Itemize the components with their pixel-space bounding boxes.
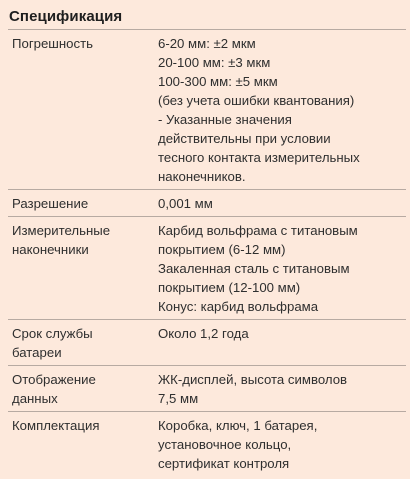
- label-line: батареи: [12, 345, 62, 360]
- value-line: установочное кольцо,: [158, 437, 292, 452]
- value-line: Карбид вольфрама с титановым: [158, 223, 358, 238]
- label-line: Измерительные: [12, 223, 111, 238]
- value-line: наконечников.: [158, 169, 246, 184]
- value-line: сертификат контроля: [158, 456, 290, 471]
- value-line: Закаленная сталь с титановым: [158, 261, 350, 276]
- table-row: [8, 30, 406, 190]
- row-label: [8, 30, 150, 189]
- label-line: Разрешение: [12, 196, 89, 211]
- label-line: Отображение: [12, 372, 96, 387]
- label-line: Комплектация: [12, 418, 100, 433]
- row-value: [150, 320, 406, 365]
- table-row: [8, 217, 406, 320]
- value-line: ЖК-дисплей, высота символов: [158, 372, 348, 387]
- label-line: наконечники: [12, 242, 89, 257]
- value-line: - Указанные значения: [158, 112, 292, 127]
- value-line: покрытием (6-12 мм): [158, 242, 286, 257]
- table-row: [8, 320, 406, 366]
- label-line: данных: [12, 391, 58, 406]
- row-value: [150, 217, 406, 319]
- row-value: [150, 30, 406, 189]
- value-line: Коробка, ключ, 1 батарея,: [158, 418, 318, 433]
- page-title: Спецификация: [9, 8, 123, 25]
- value-line: 100-300 мм: ±5 мкм: [158, 74, 278, 89]
- value-line: тесного контакта измерительных: [158, 150, 360, 165]
- value-line: 0,001 мм: [158, 196, 213, 211]
- table-row: [8, 412, 406, 476]
- value-line: Конус: карбид вольфрама: [158, 299, 319, 314]
- row-label: [8, 366, 150, 411]
- label-line: Срок службы: [12, 326, 93, 341]
- value-line: действительны при условии: [158, 131, 331, 146]
- row-value: [150, 412, 406, 476]
- row-label: [8, 190, 150, 216]
- value-line: Около 1,2 года: [158, 326, 249, 341]
- row-value: [150, 190, 406, 216]
- value-line: (без учета ошибки квантования): [158, 93, 355, 108]
- value-line: 7,5 мм: [158, 391, 199, 406]
- row-value: [150, 366, 406, 411]
- value-line: покрытием (12-100 мм): [158, 280, 301, 295]
- label-line: Погрешность: [12, 36, 93, 51]
- value-line: 20-100 мм: ±3 мкм: [158, 55, 271, 70]
- spec-table: [8, 29, 406, 476]
- value-line: 6-20 мм: ±2 мкм: [158, 36, 256, 51]
- row-label: [8, 412, 150, 476]
- row-label: [8, 217, 150, 319]
- table-row: [8, 366, 406, 412]
- table-row: [8, 190, 406, 217]
- row-label: [8, 320, 150, 365]
